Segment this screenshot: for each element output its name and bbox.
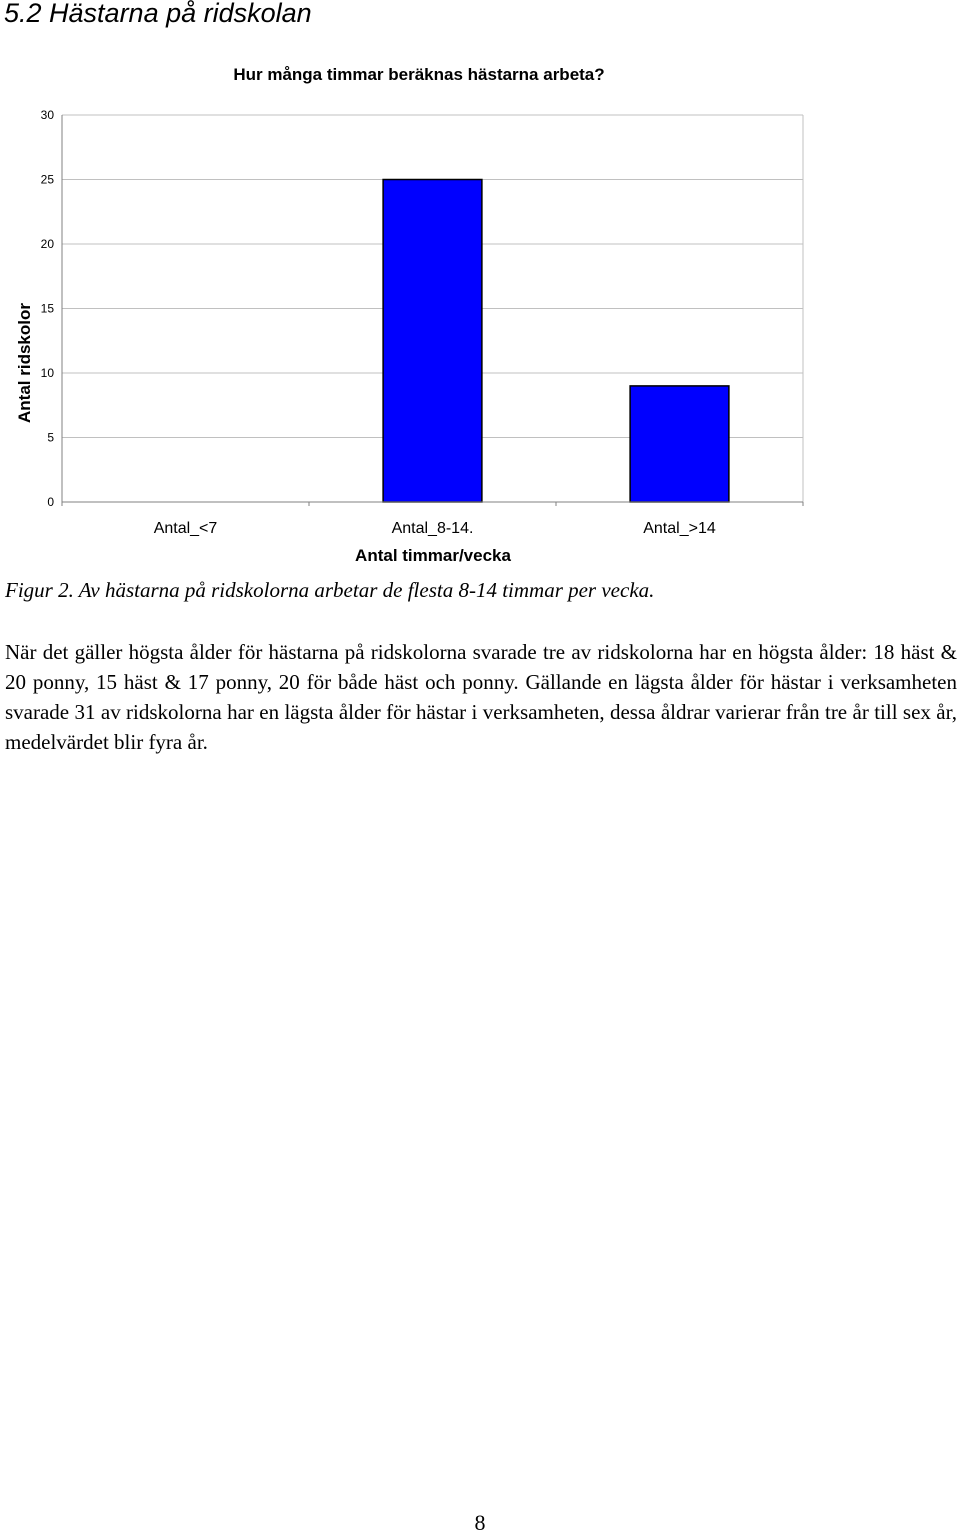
chart-title: Hur många timmar beräknas hästarna arbeta? xyxy=(233,65,605,84)
bar-1 xyxy=(383,180,482,503)
bar-chart xyxy=(0,55,960,570)
y-tick-label: 5 xyxy=(47,430,54,445)
body-paragraph: När det gäller högsta ålder för hästarna på ridskolorna svarade tre av ridskolorna har en högsta ålder: 18 häst & 20 ponny, 15 häst & 17 ponny, 20 för både häst och ponny. Gällande en lägsta ålder för hästar i verksamheten svarade 31 av ridskolorna har en lägsta ålder för hästar i verksamheten, dessa åldrar varierar från tre år till sex år, medelvärdet blir fyra år. xyxy=(5,640,957,754)
x-tick-label: Antal_8-14. xyxy=(391,520,474,537)
y-tick-label: 25 xyxy=(40,172,54,187)
y-tick-label: 20 xyxy=(40,237,54,251)
figure-caption: Figur 2. Av hästarna på ridskolorna arbetar de flesta 8-14 timmar per vecka. xyxy=(5,578,655,602)
chart-x-axis-label: Antal timmar/vecka xyxy=(355,546,511,565)
chart-y-tick-labels xyxy=(41,108,55,509)
section-heading: 5.2 Hästarna på ridskolan xyxy=(4,0,312,28)
chart-y-axis-label: Antal ridskolor xyxy=(15,303,34,423)
chart-bars xyxy=(383,180,729,503)
page-number: 8 xyxy=(474,1510,486,1535)
y-tick-label: 30 xyxy=(40,108,54,122)
x-tick-label: Antal_<7 xyxy=(153,520,218,537)
bar-2 xyxy=(630,386,729,502)
x-tick-label: Antal_>14 xyxy=(643,520,716,537)
y-tick-label: 10 xyxy=(40,366,54,380)
chart-x-tick-labels xyxy=(154,520,716,537)
y-tick-label: 0 xyxy=(47,495,54,509)
y-tick-label: 15 xyxy=(40,301,54,316)
